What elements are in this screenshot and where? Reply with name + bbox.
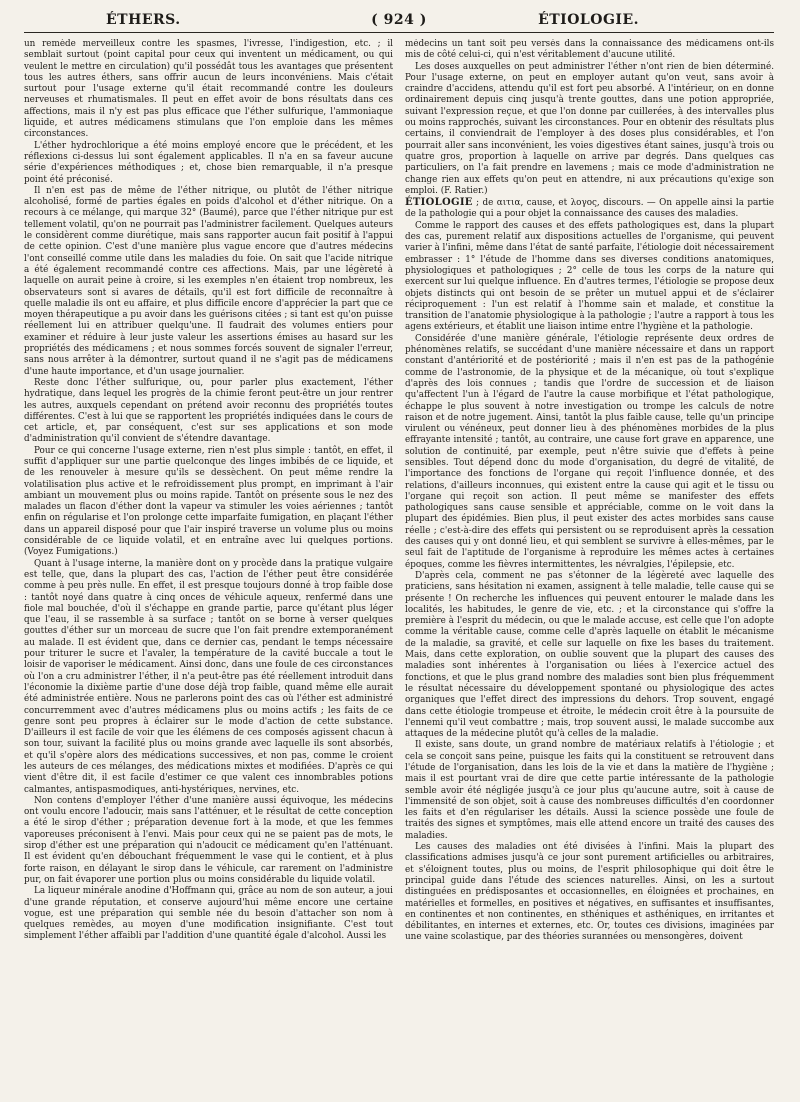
paragraph: L'éther hydrochlorique a été moins employé encore que le précédent, et les réflexions ci-dessus lui sont également applicables. Il n'a en sa faveur aucune série d'expériences méthodiques ; et, chose bien remarquable, il n'a presque point été préconisé. (24, 140, 393, 185)
paragraph: Pour ce qui concerne l'usage externe, rien n'est plus simple : tantôt, en effet, il suffit d'appliquer sur une partie quelconque des linges imbibés de ce liquide, et de les renouveler à mesure qu'ils se dessèchent. On peut même rendre la volatilisation plus active et le refroidissement plus prompt, en imprimant à l'air ambiant un mouvement plus ou moins rapide. Tantôt on présente sous le nez des malades un flacon d'éther dont la vapeur va stimuler les voies aériennes ; tantôt enfin on régularise et l'on prolonge cette imparfaite fumigation, en plaçant l'éther dans un appareil disposé pour que l'air inspiré traverse un volume plus ou moins considérable de ce liquide volatil, et en entraîne avec lui quelques portions. (Voyez Fumigations.) (24, 445, 393, 558)
paragraph: Reste donc l'éther sulfurique, ou, pour parler plus exactement, l'éther hydratique, dans lequel les progrès de la chimie feront peut-être un jour rentrer les autres, auxquels cependant on prétend avoir reconnu des propriétés toutes différentes. C'est à lui que se rapportent les propriétés indiquées dans le cours de cet article, et, par conséquent, c'est sur ses applications et son mode d'administration qu'il convient de s'étendre davantage. (24, 377, 393, 445)
paragraph: Quant à l'usage interne, la manière dont on y procède dans la pratique vulgaire est telle, que, dans la plupart des cas, l'action de l'éther peut être considérée comme à peu près nulle. En effet, il est presque toujours donné à trop faible dose : tantôt noyé dans quatre à cinq onces de véhicule aqueux, renfermé dans une fiole mal bouchée, d'où il s'échappe en grande partie, parce qu'étant plus léger que l'eau, il se rassemble à sa surface ; tantôt on se borne à verser quelques gouttes d'éther sur un morceau de sucre que l'on fait prendre extemporanément au malade. Il est évident que, dans ce dernier cas, pendant le temps nécessaire pour triturer le sucre et l'avaler, la température de la cavité buccale a tout le loisir de vaporiser le médicament. Ainsi donc, dans une foule de ces circonstances où l'on a cru administrer l'éther, il n'a peut-être pas été réellement introduit dans l'économie la dixième partie d'une dose déjà trop faible, quand même elle aurait été administrée entière. Nous ne parlerons point des cas où l'éther est administré concurremment avec d'autres médicamens plus ou moins actifs ; les faits de ce genre sont peu propres à éclairer sur le mode d'action de cette substance. D'ailleurs il est facile de voir que les élémens de ces composés agissent chacun à son tour, suivant la facilité plus ou moins grande avec laquelle ils sont absorbés, et qu'il s'opère alors des médications successives, et non pas, comme le croient les auteurs de ces mélanges, des médications mixtes et modifiées. D'après ce qui vient d'être dit, il est facile d'estimer ce que valent ces innombrables potions calmantes, antispasmodiques, anti-hystériques, nervines, etc. (24, 558, 393, 795)
headword: ÉTIOLOGIE (405, 197, 473, 209)
right-column (405, 39, 774, 944)
paragraph: La liqueur minérale anodine d'Hoffmann qui, grâce au nom de son auteur, a joui d'une grande réputation, et conserve aujourd'hui même encore une certaine vogue, est une préparation qui semble née du besoin d'attacher son nom à quelques remèdes, au moyen d'une modification insignifiante. C'est tout simplement l'éther affaibli par l'addition d'une quantité égale d'alcohol. Aussi les (24, 886, 393, 942)
running-header (24, 10, 774, 33)
paragraph: Les doses auxquelles on peut administrer l'éther n'ont rien de bien déterminé. Pour l'usage externe, on peut en employer autant qu'on veut, sans avoir à craindre d'accidens, attendu qu'il est fort peu absorbé. A l'intérieur, on en donne ordinairement depuis cinq jusqu'à trente gouttes, dans une potion appropriée, suivant l'expression reçue, et que l'on donne par cuillerées, à des intervalles plus ou moins rapprochés, suivant les circonstances. Pour en obtenir des résultats plus certains, il conviendrait de l'employer à des doses plus considérables, et l'on pourrait aller sans inconvénient, les voies digestives étant saines, jusqu'à trois ou quatre gros, proportion à laquelle on arrive par degrés. Dans quelques cas particuliers, on l'a fait prendre en lavemens ; mais ce mode d'administration ne change rien aux effets qu'on peut en attendre, ni aux précautions qu'exige son emploi. (F. Ratier.) (405, 61, 774, 196)
left-column (24, 39, 393, 944)
entry-etiologie: ÉTIOLOGIE ; de αιτια, cause, et λογος, discours. — On appelle ainsi la partie de la pathologie qui a pour objet la connaissance des causes des maladies. (405, 197, 774, 220)
paragraph: Il n'en est pas de même de l'éther nitrique, ou plutôt de l'éther nitrique alcoholisé, formé de parties égales en poids d'alcohol et d'éther nitrique. On a recours à ce mélange, qui marque 32° (Baumé), parce que l'éther nitrique pur est tellement volatil, qu'on ne pourrait pas l'administrer facilement. Quelques auteurs le considèrent comme diurétique, mais sans rapporter aucun fait positif à l'appui de cette opinion. C'est d'une manière plus vague encore que d'autres médecins l'ont conseillé comme utile dans les maladies du foie. On sait que l'acide nitrique a été également recommandé contre ces affections. Mais, par une légèreté à laquelle on aurait peine à croire, si les exemples n'en étaient trop nombreux, les observateurs sont si avares de détails, qu'il est fort difficile de reconnaître à quelle maladie ils ont eu affaire, et plus difficile encore d'apprécier la part que ce moyen thérapeutique a pu avoir dans les guérisons citées ; si tant est qu'on puisse réellement lui en attribuer quelqu'une. Il faudrait des volumes entiers pour examiner et réduire à leur juste valeur les assertions émises au hasard sur les propriétés des médicamens ; et nous sommes forcés souvent de signaler l'erreur, sans nous arrêter à la démontrer, surtout quand il ne s'agit pas de médicamens d'une haute importance, et d'un usage journalier. (24, 185, 393, 377)
paragraph: Les causes des maladies ont été divisées à l'infini. Mais la plupart des classifications admises jusqu'à ce jour sont purement artificielles ou arbitraires, et s'éloignent toutes, plus ou moins, de l'esprit philosophique qui doit être le principal guide dans l'étude des sciences naturelles. Ainsi, on les a surtout distinguées en prédisposantes et occasionnelles, en éloignées et prochaines, en matérielles et formelles, en positives et négatives, en suffisantes et insuffisantes, en continentes et non continentes, en sthéniques et asthéniques, en irritantes et débilitantes, en internes et externes, etc. Or, toutes ces divisions, imaginées par une vaine scolastique, par des théories surannées ou mensongères, doivent (405, 842, 774, 943)
two-column-body (24, 39, 774, 944)
header-right-entry: ÉTIOLOGIE. (538, 12, 639, 28)
paragraph: Non contens d'employer l'éther d'une manière aussi équivoque, les médecins ont voulu encore l'adoucir, mais sans l'atténuer, et le résultat de cette conception a été le sirop d'éther ; préparation devenue fort à la mode, et que les femmes vaporeuses préconisent à l'envi. Mais pour ceux qui ne se paient pas de mots, le sirop d'éther est une préparation qui n'adoucit ce médicament qu'en l'atténuant. Il est évident qu'en débouchant fréquemment le vase qui le contient, et à plus forte raison, en délayant le sirop dans le véhicule, car rarement on l'administre pur, on fait évaporer une portion plus ou moins considérable du liquide volatil. (24, 795, 393, 885)
paragraph: D'après cela, comment ne pas s'étonner de la légèreté avec laquelle des praticiens, sans hésitation ni examen, assignent à telle maladie, telle cause qui se présente ! On recherche les influences qui peuvent entourer le malade dans les localités, les habitudes, le genre de vie, etc. ; et la circonstance qui s'offre la première à l'esprit du médecin, ou que le malade accuse, est celle que l'on adopte comme la véritable cause, comme celle d'après laquelle on établit le mécanisme de la maladie, sa gravité, et celle sur laquelle on fixe les bases du traitement. Mais, dans cette exploration, on oublie souvent que la plupart des causes des maladies sont inhérentes à l'organisation ou liées à l'exercice actuel des fonctions, et que le plus grand nombre des maladies sont bien plus fréquemment le résultat nécessaire du développement spontané ou physiologique des actes organiques que l'effet direct des impressions du dehors. Trop souvent, engagé dans cette étiologie trompeuse et étroite, le médecin croit être à la poursuite de l'ennemi qu'il veut combattre ; mais, trop souvent aussi, le malade succombe aux attaques de la médecine plutôt qu'à celles de la maladie. (405, 570, 774, 740)
paragraph: médecins un tant soit peu versés dans la connaissance des médicamens ont-ils mis de côté celui-ci, qui n'est véritablement d'aucune utilité. (405, 39, 774, 61)
paragraph: un remède merveilleux contre les spasmes, l'ivresse, l'indigestion, etc. ; il semblait surtout (point capital pour ceux qui inventent un médicament, ou qui veulent le mettre en circulation) qu'il possédât tous les avantages que présentent tous les autres éthers, sans offrir aucun de leurs inconvéniens. Mais c'était surtout pour l'usage externe qu'il était recommandé contre les douleurs nerveuses et rhumatismales. Il peut en effet avoir de bons résultats dans ces affections, mais il n'y est pas plus efficace que l'éther sulfurique, l'ammoniaque liquide, et autres médicamens stimulans que l'on emploie dans les mêmes circonstances. (24, 39, 393, 140)
paragraph: Considérée d'une manière générale, l'étiologie représente deux ordres de phénomènes relatifs, se succédant d'une manière nécessaire et dans un rapport constant d'antériorité et de postériorité ; mais il n'en est pas de la pathogénie comme de l'astronomie, de la physique et de la mécanique, où tout s'explique d'après des lois connues ; tandis que l'ordre de succession et de liaison qu'affectent l'un à l'égard de l'autre la cause morbifique et l'état pathologique, échappe le plus souvent à notre investigation ou trompe les calculs de notre raison et de notre jugement. Ainsi, tantôt la plus faible cause, telle qu'un principe virulent ou vénéneux, peut donner lieu à des phénomènes morbides de la plus effrayante intensité ; tantôt, au contraire, une cause fort grave en apparence, une solution de continuité, par exemple, peut n'être suivie que d'effets à peine sensibles. Tout dépend donc du mode d'organisation, du degré de vitalité, de l'importance des fonctions de l'organe qui reçoit l'influence donnée, et des relations, d'ailleurs inconnues, qui existent entre la cause qui agit et le tissu ou l'organe qui reçoit son action. Il peut même se manifester des effets pathologiques sans cause sensible et appréciable, comme on le voit dans la plupart des épidémies. Bien plus, il peut exister des actes morbides sans cause réelle ; c'est-à-dire des effets qui persistent ou se reproduisent après la cessation des causes qui y ont donné lieu, et qui semblent se survivre à elles-mêmes, par le seul fait de l'aptitude de l'organisme à reproduire les mêmes actes à certaines époques, comme les fièvres intermittentes, les névralgies, l'épilepsie, etc. (405, 333, 774, 570)
paragraph: Il existe, sans doute, un grand nombre de matériaux relatifs à l'étiologie ; et cela se conçoit sans peine, puisque les faits qui la constituent se retrouvent dans l'étude de l'organisation, dans les lois de la vie et dans la matière de l'hygiène ; mais il est pourtant vrai de dire que cette partie intéressante de la pathologie semble avoir été négligée jusqu'à ce jour plus qu'aucune autre, soit à cause de l'immensité de son objet, soit à cause des nombreuses difficultés d'en coordonner les faits et d'en régulariser les détails. Aussi la science possède une foule de traités des signes et symptômes, mais elle attend encore un traité des causes des maladies. (405, 740, 774, 841)
paragraph: Comme le rapport des causes et des effets pathologiques est, dans la plupart des cas, purement relatif aux dispositions actuelles de l'organisme, qui peuvent varier à l'infini, même dans l'état de santé parfaite, l'étiologie doit nécessairement embrasser : 1° l'étude de l'homme dans ses diverses conditions anatomiques, physiologiques et pathologiques ; 2° celle de tous les corps de la nature qui exercent sur lui quelque influence. En d'autres termes, l'étiologie se propose deux objets distincts qui ont besoin de se prêter un mutuel appui et de s'éclairer réciproquement : l'un est relatif à l'homme sain et malade, et constitue la transition de l'anatomie physiologique à la pathologie ; l'autre a rapport à tous les agens extérieurs, et établit une liaison intime entre l'hygiène et la pathologie. (405, 220, 774, 333)
page-number: ( 924 ) (371, 12, 427, 28)
header-left-entry: ÉTHERS. (106, 12, 181, 28)
